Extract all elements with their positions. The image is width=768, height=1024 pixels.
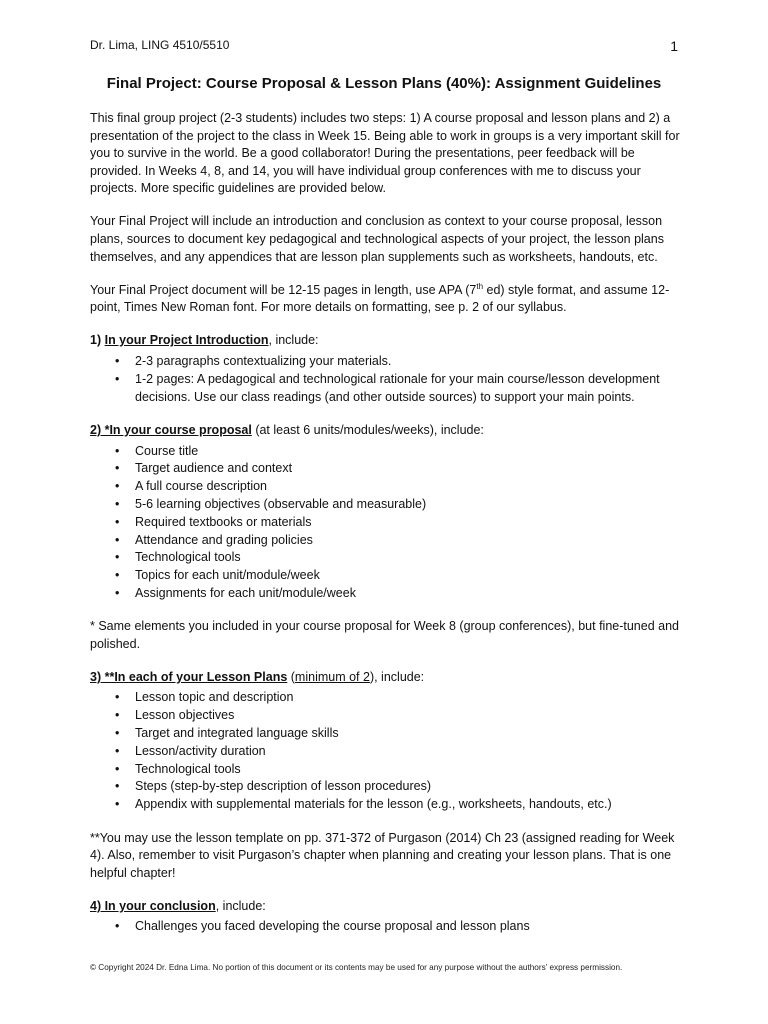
bullet-icon: •	[115, 461, 120, 476]
list-item	[90, 778, 680, 796]
section-lessons-heading	[90, 669, 680, 687]
list-item-text: Technological tools	[135, 761, 241, 776]
list-item	[90, 478, 680, 496]
section-conclusion-heading	[90, 898, 680, 916]
section-lessons-suffix: ), include:	[369, 669, 425, 684]
list-item-text: Steps (step-by-step description of lesson procedures)	[135, 779, 431, 794]
paragraph-components: Your Final Project will include an introduction and conclusion as context to your course proposal, lesson plans, sources to document key pedagogical and technological aspects of your project, the lesson plans themselves, and any appendices that are lesson plan supplements such as worksheets, handouts, etc.	[90, 214, 664, 264]
section-lessons-paren: (	[287, 669, 295, 684]
section-proposal-title: 2) *In your course proposal	[90, 422, 252, 437]
list-item-text: 1-2 pages: A pedagogical and technological rationale for your main course/lesson development decisions. Use our class readings (and other outside sources) to support your main points.	[135, 371, 660, 404]
conclusion-list	[90, 918, 680, 936]
list-item-text: Appendix with supplemental materials for the lesson (e.g., worksheets, handouts, etc.)	[135, 797, 612, 812]
list-item	[90, 585, 680, 603]
section-conclusion-suffix: , include:	[215, 898, 266, 913]
list-item-text: Lesson objectives	[135, 708, 235, 723]
document-body	[90, 110, 680, 952]
paragraph-overview: This final group project (2-3 students) includes two steps: 1) A course proposal and lesson plans and 2) a presentation of the project to the class in Week 15. Being able to work in groups is a very important skill for you to survive in the world. Be a good collaborator! During the presentations, peer feedback will be provided. In Weeks 4, 8, and 14, you will have individual group conferences with me to discuss your projects. More specific guidelines are provided below.	[90, 111, 680, 196]
lessons-list	[90, 689, 680, 814]
section-lessons-title: 3) **In each of your Lesson Plans	[90, 669, 288, 684]
section-conclusion-title: 4) In your conclusion	[90, 898, 216, 913]
list-item	[90, 514, 680, 532]
list-item	[90, 567, 680, 585]
section-lessons-min: minimum of 2	[294, 669, 370, 684]
bullet-icon: •	[115, 743, 120, 758]
list-item	[90, 532, 680, 550]
list-item-text: Assignments for each unit/module/week	[135, 585, 356, 600]
bullet-icon: •	[115, 550, 120, 565]
list-item	[90, 743, 680, 761]
list-item-text: 2-3 paragraphs contextualizing your materials.	[135, 354, 392, 369]
page-title: Final Project: Course Proposal & Lesson Plans (40%): Assignment Guidelines	[106, 75, 662, 92]
section-proposal-suffix: (at least 6 units/modules/weeks), include:	[251, 422, 484, 437]
bullet-icon: •	[115, 371, 120, 386]
section-intro-suffix: , include:	[268, 333, 319, 348]
bullet-icon: •	[115, 354, 120, 369]
bullet-icon: •	[115, 797, 120, 812]
bullet-icon: •	[115, 443, 120, 458]
bullet-icon: •	[115, 726, 120, 741]
list-item	[90, 443, 680, 461]
list-item	[90, 796, 680, 814]
format-text-a: Your Final Project document will be 12-15 pages in length, use APA (7	[90, 282, 477, 297]
list-item-text: Attendance and grading policies	[135, 532, 313, 547]
list-item-text: Topics for each unit/module/week	[135, 568, 320, 583]
list-item	[90, 918, 680, 936]
bullet-icon: •	[115, 532, 120, 547]
list-item-text: Technological tools	[135, 550, 241, 565]
list-item	[90, 725, 680, 743]
list-item-text: A full course description	[135, 479, 268, 494]
list-item-text: Target audience and context	[135, 461, 293, 476]
list-item	[90, 496, 680, 514]
proposal-note: * Same elements you included in your course proposal for Week 8 (group conferences), but fine-tuned and polished.	[90, 619, 679, 651]
list-item-text: Challenges you faced developing the course proposal and lesson plans	[135, 919, 530, 934]
list-item	[90, 689, 680, 707]
list-item-text: 5-6 learning objectives (observable and measurable)	[135, 496, 427, 511]
section-intro-title: In your Project Introduction	[104, 333, 269, 348]
section-proposal-heading	[90, 422, 680, 440]
lessons-note: **You may use the lesson template on pp. 371-372 of Purgason (2014) Ch 23 (assigned reading for Week 4). Also, remember to visit Purgason’s chapter when planning and creating your lesson plans. That is one helpful chapter!	[90, 830, 675, 880]
list-item	[90, 353, 680, 371]
list-item-text: Lesson topic and description	[135, 690, 294, 705]
list-item	[90, 707, 680, 725]
bullet-icon: •	[115, 708, 120, 723]
section-intro-heading	[90, 332, 680, 350]
bullet-icon: •	[115, 919, 120, 934]
bullet-icon: •	[115, 585, 120, 600]
intro-list	[90, 353, 680, 406]
paragraph-format	[90, 282, 680, 317]
header-course: Dr. Lima, LING 4510/5510	[90, 38, 230, 52]
list-item	[90, 371, 680, 407]
list-item-text: Course title	[135, 443, 199, 458]
bullet-icon: •	[115, 761, 120, 776]
list-item-text: Required textbooks or materials	[135, 514, 312, 529]
format-text-b: ed) style format, and assume 12-point, Times New Roman font. For more details on formatting, see p. 2 of our syllabus.	[90, 282, 670, 315]
section-intro-number: 1)	[90, 333, 105, 348]
bullet-icon: •	[115, 690, 120, 705]
bullet-icon: •	[115, 568, 120, 583]
proposal-list	[90, 443, 680, 603]
bullet-icon: •	[115, 479, 120, 494]
bullet-icon: •	[115, 779, 120, 794]
bullet-icon: •	[115, 514, 120, 529]
bullet-icon: •	[115, 496, 120, 511]
format-superscript: th	[476, 281, 484, 291]
list-item	[90, 460, 680, 478]
list-item-text: Lesson/activity duration	[135, 743, 266, 758]
copyright-footer: © Copyright 2024 Dr. Edna Lima. No portion of this document or its contents may be used for any purpose without the authors’ express permission.	[90, 963, 623, 972]
page-number: 1	[670, 38, 678, 54]
list-item	[90, 761, 680, 779]
list-item	[90, 549, 680, 567]
list-item-text: Target and integrated language skills	[135, 726, 339, 741]
